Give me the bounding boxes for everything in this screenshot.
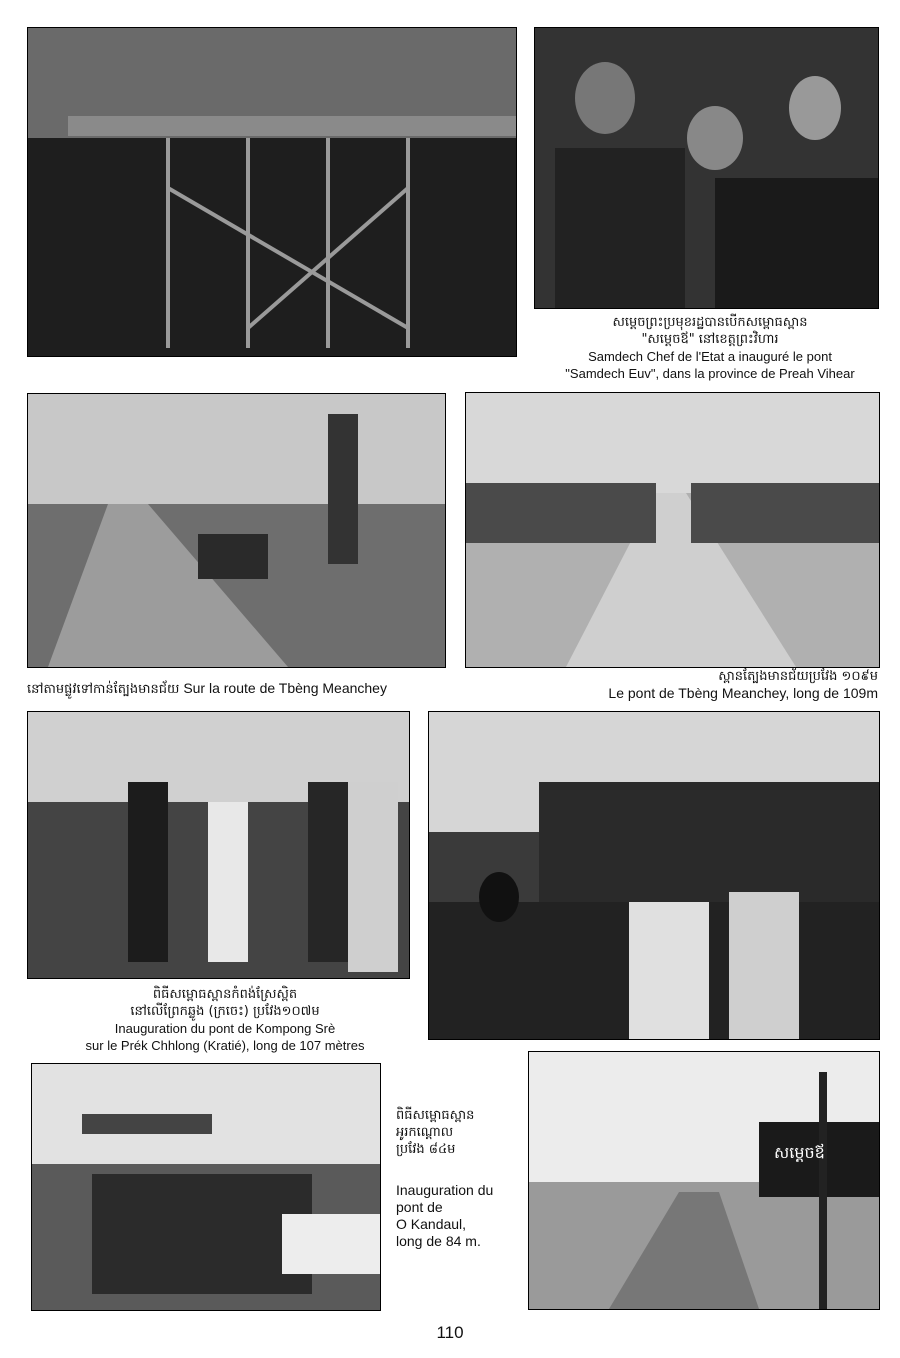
photo-o-kandaul-walk [31, 1063, 381, 1311]
caption-french-line: sur le Prék Chhlong (Kratié), long de 107 mètres [85, 1038, 365, 1053]
caption-french-line: Inauguration du pont de Kompong Srè [114, 1021, 336, 1036]
caption-french-line: Samdech Chef de l'Etat a inauguré le pont [588, 349, 832, 364]
caption-khmer-line: "សម្ដេចឪ" នៅខេត្តព្រះវិហារ [641, 332, 779, 347]
caption-french-line: Sur la route de Tbèng Meanchey [183, 680, 387, 696]
photo-bridge-deck [465, 392, 880, 668]
caption-french-line: "Samdech Euv", dans la province de Preah Vihear [565, 366, 855, 381]
caption-khmer-line: ប្រវែង ៨៤ម [396, 1142, 456, 1157]
caption-preah-vihear [540, 314, 880, 382]
caption-khmer-line: ពិធីសម្ពោធស្ពានកំពង់ស្រែស្ពិត [152, 987, 298, 1002]
caption-khmer-line: ពិធីសម្ពោធស្ពាន [396, 1108, 475, 1123]
caption-khmer-line: នៅលើព្រែកឆ្លូង (ក្រចេះ) ប្រវែង១០៧ម [130, 1004, 320, 1019]
caption-o-kandaul [396, 1107, 516, 1250]
caption-french-line: pont de [396, 1199, 443, 1215]
page-number: 110 [436, 1323, 464, 1342]
caption-french-line: Le pont de Tbèng Meanchey, long de 109m [608, 685, 878, 701]
caption-khmer-line: សម្ដេចព្រះប្រមុខរដ្ឋបានបើកសម្ពោធស្ពាន [612, 315, 808, 330]
photo-ceremony-crowd [428, 711, 880, 1040]
caption-khmer-line: នៅតាមផ្លូវទៅកាន់ត្បែងមានជ័យ [27, 682, 180, 697]
photo-crowd-greeting [534, 27, 879, 309]
caption-khmer-line: អូរកណ្ដោល [396, 1125, 454, 1140]
photo-trestle-bridge [27, 27, 517, 357]
photo-officials-walking [27, 711, 410, 979]
caption-french-line: Inauguration du [396, 1182, 494, 1198]
photo-bridge-sign [528, 1051, 880, 1310]
caption-french-line: O Kandaul, [396, 1216, 467, 1232]
caption-tbeng-bridge [540, 668, 878, 702]
photo-road-convoy [27, 393, 446, 668]
caption-french-line: long de 84 m. [396, 1233, 481, 1249]
caption-route [27, 680, 507, 698]
caption-khmer-line: ស្ពានត្បែងមានជ័យប្រវែង ១០៩ម [718, 669, 878, 684]
caption-kompong-sre [40, 986, 410, 1054]
bridge-sign-text: សម្ដេចឪ [774, 1143, 825, 1162]
